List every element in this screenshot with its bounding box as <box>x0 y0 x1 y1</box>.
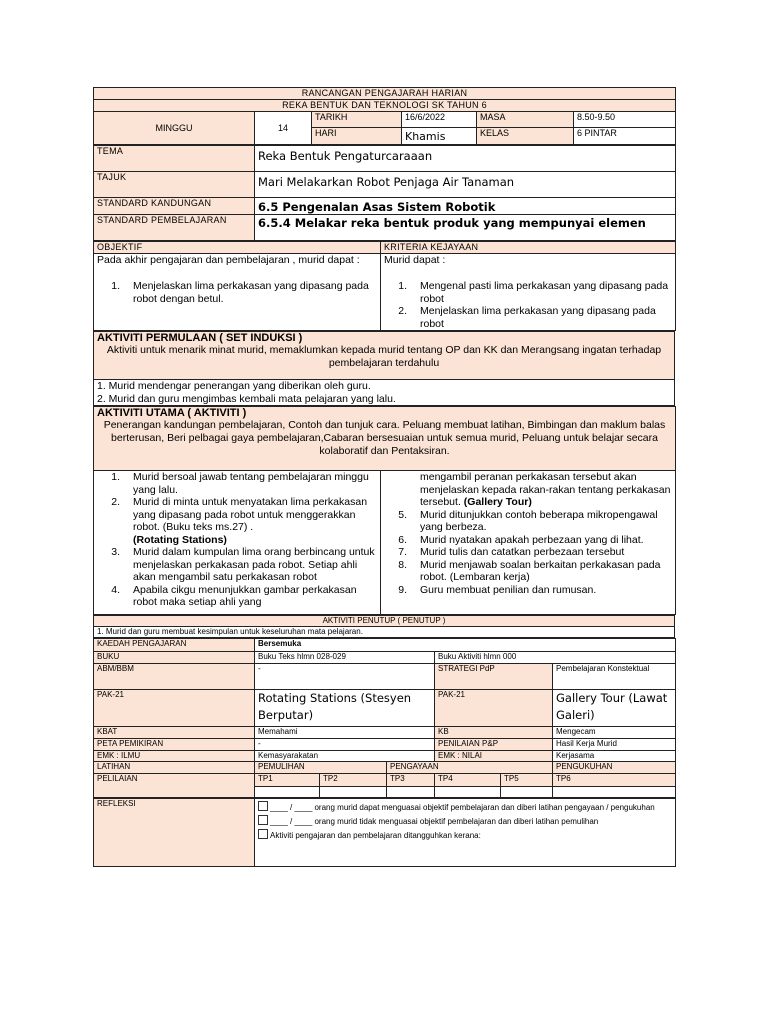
tp3-check[interactable] <box>387 787 435 798</box>
utama-left <box>94 471 381 615</box>
tema-label: TEMA <box>94 146 255 172</box>
kbat-label: KBAT <box>94 727 255 739</box>
kb-value: Mengecam <box>553 727 676 739</box>
minggu-label: MINGGU <box>94 112 255 145</box>
list-item: 4. Apabila cikgu menunjukkan gambar perkakasan robot maka setiap ahli yang <box>111 583 357 608</box>
details-table <box>93 638 676 798</box>
kb-label: KB <box>435 727 553 739</box>
tp2-check[interactable] <box>320 787 387 798</box>
sk-label: STANDARD KANDUNGAN <box>94 198 255 215</box>
tajuk-label: TAJUK <box>94 172 255 198</box>
utama-header <box>94 407 676 471</box>
kriteria-list <box>384 280 672 330</box>
pemulihan-label: PEMULIHAN <box>255 762 387 774</box>
kelas-value: 6 PINTAR <box>574 128 676 145</box>
masa-value: 8.50-9.50 <box>574 112 676 128</box>
list-item: 1. Murid bersoal jawab tentang pembelajaran minggu yang lalu. <box>111 471 369 496</box>
permulaan-line-2: 2. Murid dan guru mengimbas kembali mata pelajaran yang lalu. <box>97 392 396 405</box>
list-item: 8. Murid menjawab soalan berkaitan perkakasan pada robot. (Lembaran kerja) <box>398 558 661 583</box>
penilaian-label: PENILAIAN P&P <box>435 739 553 751</box>
checkbox-icon[interactable] <box>258 815 268 825</box>
list-item: 2. Murid di minta untuk menyatakan lima perkakasan yang dipasang pada robot untuk menggerakkan robot. (Buku teks ms.27) . (Rotating Stations) <box>111 496 368 546</box>
utama-title: AKTIVITI UTAMA ( AKTIVITI ) <box>97 407 247 419</box>
permulaan-line-1: 1. Murid mendengar penerangan yang diberikan oleh guru. <box>97 380 371 392</box>
permulaan-table <box>93 331 675 406</box>
checkbox-icon[interactable] <box>258 801 268 811</box>
penutup-title: AKTIVITI PENUTUP ( PENUTUP ) <box>94 616 675 627</box>
peta-label: PETA PEMIKIRAN <box>94 739 255 751</box>
pelilaian-label: PELILAIAN <box>94 774 255 798</box>
minggu-value: 14 <box>255 112 312 145</box>
tp6: TP6 <box>553 774 676 787</box>
pak-value-1: Rotating Stations (Stesyen Berputar) <box>255 690 435 727</box>
latihan-label: LATIHAN <box>94 762 255 774</box>
strategi-label: STRATEGI PdP <box>435 664 553 690</box>
list-item: 5. Murid ditunjukkan contoh beberapa mikropengawal yang berbeza. <box>398 508 658 533</box>
buku-aktiviti: Buku Aktiviti hlmn 000 <box>435 652 676 664</box>
permulaan-header <box>94 332 675 380</box>
emk-nilai-value: Kerjasama <box>553 751 676 762</box>
utama-right <box>381 471 676 615</box>
penutup-table <box>93 615 675 638</box>
penilaian-value: Hasil Kerja Murid <box>553 739 676 751</box>
objektif-intro: Pada akhir pengajaran dan pembelajaran , murid dapat : <box>97 254 360 266</box>
pengukuhan-label: PENGUKUHAN <box>553 762 676 774</box>
utama-table <box>93 406 676 615</box>
tarikh-label: TARIKH <box>312 112 402 128</box>
tp3: TP3 <box>387 774 435 787</box>
tajuk-value: Mari Melakarkan Robot Penjaga Air Tanaman <box>255 172 676 198</box>
tp1: TP1 <box>255 774 320 787</box>
refleksi-content <box>255 799 676 867</box>
plan-subtitle: REKA BENTUK DAN TEKNOLOGI SK TAHUN 6 <box>94 100 676 112</box>
list-item: 3. Murid dalam kumpulan lima orang berbincang untuk menjelaskan perkakasan pada robot. Setiap ahli akan mengambil satu perkakasan robot <box>111 546 375 583</box>
utama-left-list <box>97 471 377 609</box>
sp-label: STANDARD PEMBELAJARAN <box>94 215 255 241</box>
tp1-check[interactable] <box>255 787 320 798</box>
list-item: 7. Murid tulis dan catatkan perbezaan tersebut <box>398 546 625 558</box>
objektif-cell <box>94 254 381 331</box>
buku-label: BUKU <box>94 652 255 664</box>
kriteria-intro: Murid dapat : <box>384 254 446 266</box>
objective-table <box>93 241 676 331</box>
pengayaan-label: PENGAYAAN <box>387 762 553 774</box>
abm-value: - <box>255 664 435 690</box>
tp2: TP2 <box>320 774 387 787</box>
hari-label: HARI <box>312 128 402 145</box>
tp4: TP4 <box>435 774 501 787</box>
kriteria-cell <box>381 254 676 331</box>
pak-label-2: PAK-21 <box>435 690 553 727</box>
objektif-list <box>97 280 377 305</box>
hari-value: Khamis <box>402 128 477 145</box>
tema-value: Reka Bentuk Pengaturcaraaan <box>255 146 676 172</box>
checkbox-icon[interactable] <box>258 829 268 839</box>
pak-label: PAK-21 <box>94 690 255 727</box>
kriteria-label: KRITERIA KEJAYAAN <box>381 242 676 254</box>
permulaan-title: AKTIVITI PERMULAAN ( SET INDUKSI ) <box>97 332 303 344</box>
lesson-plan-sheet <box>93 87 675 867</box>
tp4-check[interactable] <box>435 787 501 798</box>
topic-table <box>93 145 676 241</box>
utama-desc: Penerangan kandungan pembelajaran, Contoh dan tunjuk cara. Peluang membuat latihan, Bimbingan dan maklum balas berterusan, Beri pelbagai gaya pembelajaran,Cabaran bersesuaian untuk semua murid, Peluang untuk belajar secara kolaboratif dan Pentaksiran. <box>103 419 666 457</box>
kaedah-value: Bersemuka <box>255 639 676 652</box>
refleksi-label: REFLEKSI <box>94 799 255 867</box>
emk-ilmu-label: EMK : ILMU <box>94 751 255 762</box>
tp5: TP5 <box>501 774 553 787</box>
list-item: mengambil peranan perkakasan tersebut akan menjelaskan kepada rakan-rakan tentang perkakasan tersebut. (Gallery Tour) <box>420 471 671 508</box>
tp5-check[interactable] <box>501 787 553 798</box>
emk-ilmu-value: Kemasyarakatan <box>255 751 435 762</box>
emk-nilai-label: EMK : NILAI <box>435 751 553 762</box>
strategi-value: Pembelajaran Konstektual <box>553 664 676 690</box>
refleksi-line-2: ____ / ____ orang murid tidak menguasai objektif pembelajaran dan diberi latihan pemulihan <box>270 817 599 826</box>
refleksi-table <box>93 798 676 867</box>
kbat-value: Memahami <box>255 727 435 739</box>
list-item: 1. Mengenal pasti lima perkakasan yang dipasang pada robot <box>398 280 669 305</box>
buku-value: Buku Teks hlmn 028-029 <box>255 652 435 664</box>
penutup-line: 1. Murid dan guru membuat kesimpulan untuk keseluruhan mata pelajaran. <box>94 627 675 638</box>
list-item: 2. Menjelaskan lima perkakasan yang dipasang pada robot <box>398 305 656 330</box>
list-item: 6. Murid nyatakan apakah perbezaan yang di lihat. <box>398 533 644 546</box>
tarikh-value: 16/6/2022 <box>402 112 477 128</box>
abm-label: ABM/BBM <box>94 664 255 690</box>
peta-value: - <box>255 739 435 751</box>
objektif-label: OBJEKTIF <box>94 242 381 254</box>
list-item: 1. Menjelaskan lima perkakasan yang dipasang pada robot dengan betul. <box>111 280 369 305</box>
permulaan-desc: Aktiviti untuk menarik minat murid, memaklumkan kepada murid tentang OP dan KK dan Merangsang ingatan terhadap pembelajaran terdahulu <box>106 344 662 369</box>
pak-value-2: Gallery Tour (Lawat Galeri) <box>553 690 676 727</box>
refleksi-line-3: Aktiviti pengajaran dan pembelajaran ditangguhkan kerana: <box>270 831 481 840</box>
plan-title: RANCANGAN PENGAJARAH HARIAN <box>94 88 676 100</box>
kelas-label: KELAS <box>477 128 574 145</box>
list-item: 9. Guru membuat penilian dan rumusan. <box>398 583 597 596</box>
tp6-check[interactable] <box>553 787 676 798</box>
masa-label: MASA <box>477 112 574 128</box>
refleksi-line-1: ____ / ____ orang murid dapat menguasai objektif pembelajaran dan diberi latihan pengayaan / pengukuhan <box>270 803 655 812</box>
header-table <box>93 87 676 145</box>
kaedah-label: KAEDAH PENGAJARAN <box>94 639 255 652</box>
sp-value: 6.5.4 Melakar reka bentuk produk yang mempunyai elemen <box>255 215 676 241</box>
sk-value: 6.5 Pengenalan Asas Sistem Robotik <box>255 198 676 215</box>
utama-right-list <box>384 471 672 596</box>
